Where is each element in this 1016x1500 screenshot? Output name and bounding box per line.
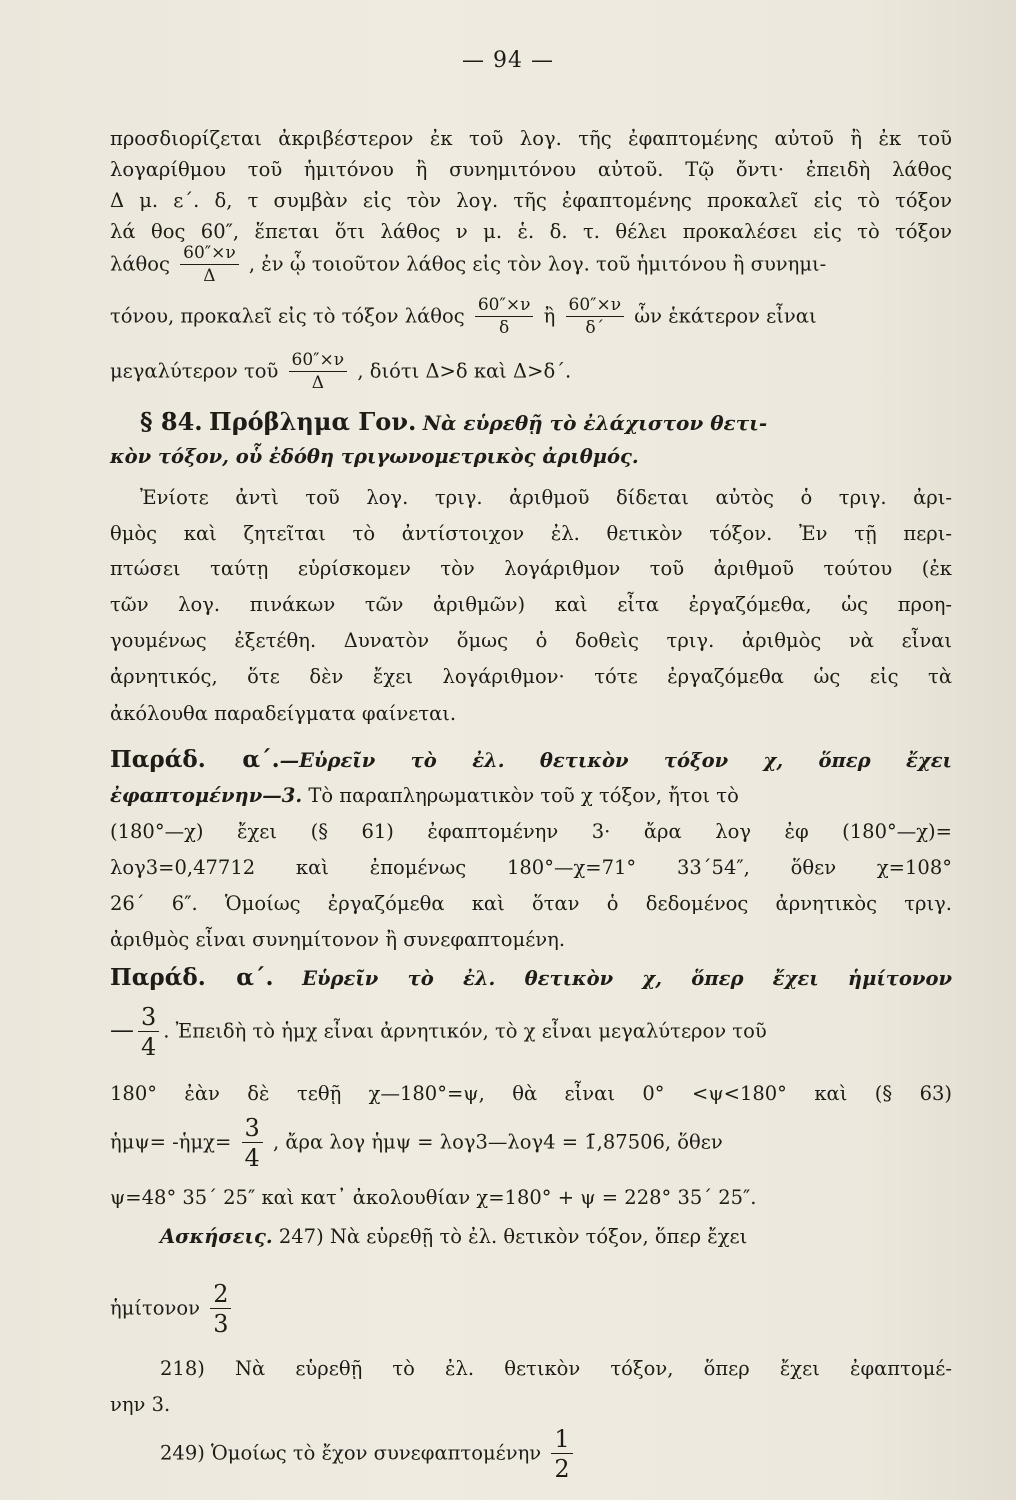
example-line: 26΄ 6″. Ὁμοίως ἐργαζόμεθα καὶ ὅταν ὁ δεδομένος ἀρνητικὸς τριγ. [110,892,952,915]
example-line: ἀριθμὸς εἶναι συνημίτονον ἢ συνεφαπτομένη. [110,928,566,951]
exercise-248: 218) Νὰ εὑρεθῇ τὸ ἐλ. θετικὸν τόξον, ὅπερ ἔχει ἐφαπτομέ- [160,1357,952,1380]
example-heading-cont: ἐφαπτομένην—3. Τὸ παραπληρωματικὸν τοῦ χ τόξον, ἤτοι τὸ [110,784,739,807]
fraction: $\frac{3}{4}$ [138,1005,159,1059]
paragraph-line: τῶν λογ. πινάκων τῶν ἀριθμῶν) καὶ εἶτα ἐργαζόμεθα, ὡς προη- [110,593,952,616]
exercise-248-cont: νην 3. [110,1393,171,1416]
paragraph-line: πτώσει ταύτῃ εὑρίσκομεν τὸν λογάριθμον τοῦ ἀριθμοῦ τούτου (ἐκ [110,557,952,580]
paragraph-line: θμὸς καὶ ζητεῖται τὸ ἀντίστοιχον ἐλ. θετικὸν τόξον. Ἐν τῇ περι- [110,522,952,545]
paragraph-line: Ἐνίοτε ἀντὶ τοῦ λογ. τριγ. ἀριθμοῦ δίδεται αὐτὸς ὁ τριγ. ἀρι- [140,486,952,509]
example-line: ψ=48° 35΄ 25″ καὶ κατ᾿ ἀκολουθίαν χ=180° + ψ = 228° 35΄ 25″. [110,1186,757,1209]
paragraph-line: γουμένως ἐξετέθη. Δυνατὸν ὅμως ὁ δοθεὶς τριγ. ἀριθμὸς νὰ εἶναι [110,629,952,652]
example-line-fraction: ἡμψ= -ἡμχ= $\frac{3}{4}$ , ἄρα λογ ἡμψ = λογ3—λογ4 = 1̄,87506, ὅθεν [110,1114,723,1172]
fraction: $\frac{60''\times\nu}{\delta΄}$ [566,297,625,337]
fraction: $\frac{60''\times\nu}{\Delta}$ [180,245,239,285]
fraction: $\frac{2}{3}$ [210,1282,231,1336]
text-line-fraction: τόνου, προκαλεῖ εἰς τὸ τόξον λάθος $\frac{60''\times\nu}{\delta}$ ἢ $\frac{60''\times\nu}{\delta΄}$ ὧν ἑκάτερον εἶναι [110,295,817,338]
exercise-249: 249) Ὁμοίως τὸ ἔχον συνεφαπτομένην $\frac{1}{2}$ [160,1427,952,1481]
example-heading: Παράδ. α΄.—Εὑρεῖν τὸ ἐλ. θετικὸν τόξον χ, ὅπερ ἔχει [110,746,952,773]
fraction: $\frac{60''\times\nu}{\delta}$ [475,297,534,337]
fraction: $\frac{1}{2}$ [551,1427,572,1481]
fraction: $\frac{60''\times\nu}{\Delta}$ [289,352,348,392]
example-line: 180° ἐὰν δὲ τεθῇ χ—180°=ψ, θὰ εἶναι 0° <ψ<180° καὶ (§ 63) [110,1082,952,1105]
text-line: λογαρίθμου τοῦ ἡμιτόνου ἢ συνημιτόνου αὐτοῦ. Τῷ ὄντι· ἐπειδὴ λάθος [110,158,952,181]
paragraph-line: ἀκόλουθα παραδείγματα φαίνεται. [110,702,457,725]
text-line: λά θος 60″, ἕπεται ὅτι λάθος ν μ. ἑ. δ. τ. θέλει προκαλέσει εἰς τὸ τόξον [110,220,952,243]
example-line-fraction: — $\frac{3}{4}$ . Ἐπειδὴ τὸ ἡμχ εἶναι ἀρνητικόν, τὸ χ εἶναι μεγαλύτερον τοῦ [110,1003,767,1061]
text-line: Δ μ. ε΄. δ, τ συμβὰν εἰς τὸν λογ. τῆς ἐφαπτομένης προκαλεῖ εἰς τὸ τόξον [110,189,952,212]
exercise-247: Ασκήσεις. 247) Νὰ εὑρεθῇ τὸ ἐλ. θετικὸν τόξον, ὅπερ ἔχει [160,1225,748,1248]
exercise-247-cont: ἡμίτονον $\frac{2}{3}$ [110,1282,952,1336]
text-line-fraction: μεγαλύτερον τοῦ $\frac{60''\times\nu}{\Delta}$ , διότι Δ>δ καὶ Δ>δ΄. [110,350,572,393]
text-line: προσδιορίζεται ἀκριβέστερον ἐκ τοῦ λογ. τῆς ἐφαπτομένης αὐτοῦ ἢ ἐκ τοῦ [110,127,952,150]
section-heading: § 84. Πρόβλημα Γον. Νὰ εὑρεθῇ τὸ ἐλάχιστον θετι- [140,407,768,436]
section-heading-cont: κὸν τόξον, οὗ ἐδόθη τριγωνομετρικὸς ἀριθμός. [110,445,639,468]
text-line-fraction: λάθος $\frac{60''\times\nu}{\Delta}$ , ἐν ᾧ τοιοῦτον λάθος εἰς τὸν λογ. τοῦ ἡμιτόνου ἢ συνημι- [110,243,827,286]
fraction: $\frac{3}{4}$ [242,1116,263,1170]
paragraph-line: ἀρνητικός, ὅτε δὲν ἔχει λογάριθμον· τότε ἐργαζόμεθα ὡς εἰς τὰ [110,665,952,688]
example-line: λογ3=0,47712 καὶ ἐπομένως 180°—χ=71° 33΄54″, ὅθεν χ=108° [110,856,952,879]
example-line: (180°—χ) ἔχει (§ 61) ἐφαπτομένην 3· ἄρα λογ ἐφ (180°—χ)= [110,820,952,843]
page-number: — 94 — [462,48,554,73]
example-heading: Παράδ. α΄. Εὑρεῖν τὸ ἐλ. θετικὸν χ, ὅπερ ἔχει ἡμίτονον [110,964,953,991]
